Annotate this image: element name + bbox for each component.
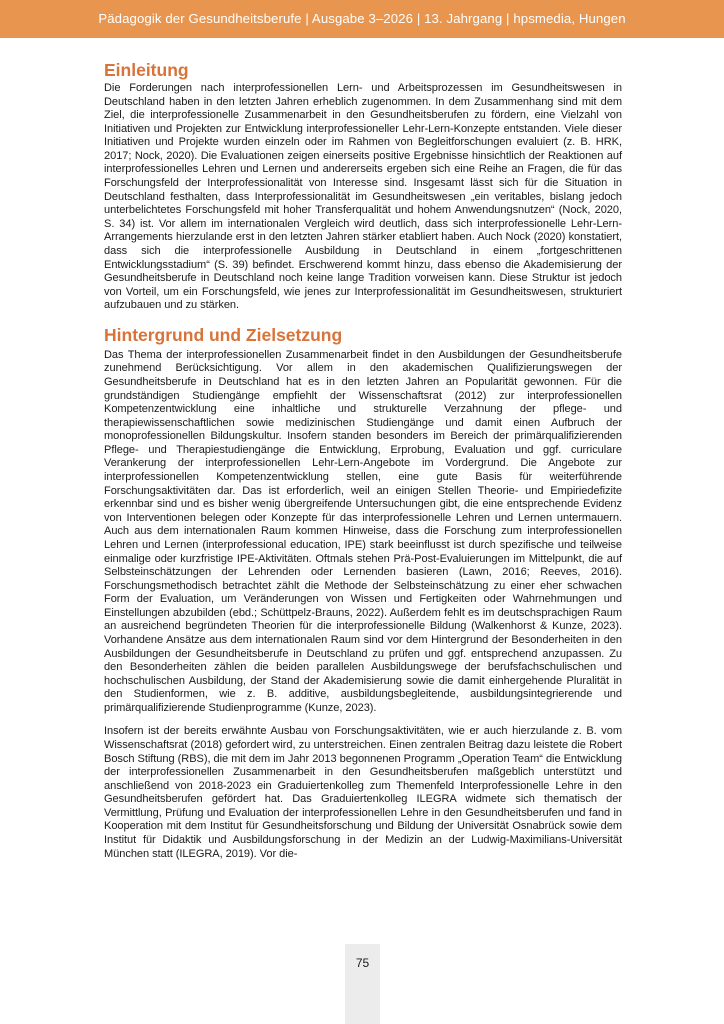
- article-body: [104, 58, 622, 861]
- paragraph: Die Forderungen nach interprofessionellen Lern- und Arbeitsprozessen im Gesundheitswesen in Deutschland haben in den letzten Jahren erheblich zugenommen. In dem Zusammenhang sind mit dem Ziel, die interprofessionelle Zusammenarbeit in den Gesundheitsberufen zu fördern, eine Vielzahl von Initiativen und Projekten zur Entwicklung interprofessioneller Lehr-Lern-Konzepte entstanden. Viele dieser Initiativen und Projekte wurden einzeln oder im Rahmen von Begleitforschungen evaluiert (z. B. HRK, 2017; Nock, 2020). Die Evaluationen zeigen einerseits positive Ergebnisse hinsichtlich der Reaktionen auf interprofessionelles Lehren und Lernen und andererseits ergeben sich eine Reihe an Fragen, die für das Forschungsfeld der Interprofessionalität von Interesse sind. Insgesamt lässt sich für die Situation in Deutschland festhalten, dass Interprofessionalität im Gesundheitswesen „ein veritables, bislang jedoch unterbelichtetes Forschungsfeld mit hoher Transferqualität und hohem Anwendungsnutzen“ (Nock, 2020, S. 34) ist. Vor allem im internationalen Vergleich wird deutlich, dass sich interprofessionelle Lehr-Lern-Arrangements hierzulande erst in den letzten Jahren stärker etabliert haben. Auch Nock (2020) konstatiert, dass sich die interprofessionelle Ausbildung in Deutschland in einem „fortgeschrittenen Entwicklungsstadium“ (S. 39) befindet. Erschwerend kommt hinzu, dass ebenso die Akademisierung der Gesundheitsberufe in Deutschland noch keine lange Tradition vorweisen kann. Diese Struktur ist jedoch von Vorteil, um ein Forschungsfeld, wie jenes zur Interprofessionalität im Gesundheitswesen, strukturiert aufzubauen und zu stärken.: [104, 82, 622, 312]
- page-number: 75: [355, 956, 370, 970]
- running-header: [0, 0, 724, 38]
- section-heading-hintergrund: Hintergrund und Zielsetzung: [104, 324, 343, 345]
- running-header-text: Pädagogik der Gesundheitsberufe | Ausgabe 3–2026 | 13. Jahrgang | hpsmedia, Hungen: [98, 11, 626, 26]
- section-heading-einleitung: Einleitung: [104, 60, 189, 80]
- paragraph: Das Thema der interprofessionellen Zusammenarbeit findet in den Ausbildungen der Gesundheitsberufe zunehmend Berücksichtigung. Vor allem in den akademischen Qualifizierungswegen der Gesundheitsberufe in Deutschland hat es in den letzten Jahren an Popularität gewonnen. Für die grundständigen Studiengänge empfiehlt der Wissenschaftsrat (2012) zur interprofessionellen Kompetenzentwicklung eine inhaltliche und strukturelle Verzahnung der pflege- und therapiewissenschaftlichen sowie medizinischen Studiengänge und damit einen Aufbruch der monoprofessionellen Bildungskultur. Insofern standen besonders im Bereich der primärqualifizierenden Pflege- und Therapiestudiengänge die Entwicklung, Erprobung, Evaluation und ggf. curriculare Verankerung der interprofessionellen Lehr-Lern-Angebote im Vordergrund. Die Angebote zur interprofessionellen Kompetenzentwicklung stellen, eine gute Basis für weiterführende Forschungsaktivitäten dar. Das ist erforderlich, weil an einigen Stellen Theorie- und Empiriedefizite erkennbar sind und es bisher wenig übergreifende Untersuchungen gibt, die eine entsprechende Evidenz von Interventionen belegen oder Konzepte für das interprofessionelle Lehren und Lernen untermauern. Auch aus dem internationalen Raum kommen Hinweise, dass die Forschung zum interprofessionellen Lehren und Lernen (interprofessional education, IPE) stark beeinflusst ist durch spezifische und teilweise einmalige oder kurzfristige IPE-Aktivitäten. Oftmals stehen Prä-Post-Evaluierungen im Mittelpunkt, die auf Selbsteinschätzungen der Lehrenden oder Lernenden basieren (Lawn, 2016; Reeves, 2016). Forschungsmethodisch betrachtet zählt die Methode der Selbsteinschätzung zu einer eher schwachen Form der Evaluation, um Veränderungen von Wissen und Fertigkeiten oder Wahrnehmungen und Einstellungen abzubilden (ebd.; Schüttpelz-Brauns, 2022). Außerdem fehlt es im deutschsprachigen Raum an ausreichend begründeten Theorien für die interprofessionelle Bildung (Walkenhorst & Kunze, 2023). Vorhandene Ansätze aus dem internationalen Raum sind vor dem Hintergrund der Besonderheiten in den Ausbildungen der Gesundheitsberufe in Deutschland zu prüfen und ggf. entsprechend anzupassen. Zu den Besonderheiten zählen die beiden parallelen Ausbildungswege der berufsfachschulischen und hochschulischen Ausbildung, der Stand der Akademisierung sowie die damit einhergehende Pluralität in den Studienformen, wie z. B. additive, ausbildungsbegleitende, ausbildungsintegrierende und primärqualifizierende Studienprogramme (Kunze, 2023).: [104, 348, 622, 714]
- paragraph: Insofern ist der bereits erwähnte Ausbau von Forschungsaktivitäten, wie er auch hierzulande z. B. vom Wissenschaftsrat (2018) gefordert wird, zu unterstreichen. Einen zentralen Beitrag dazu leistete die Robert Bosch Stiftung (RBS), die mit dem im Jahr 2013 begonnenen Programm „Operation Team“ die Entwicklung der interprofessionellen Zusammenarbeit in den Gesundheitsberufen maßgeblich unterstützt und anschließend von 2018-2023 ein Graduiertenkolleg zum Themenfeld Interprofessionelle Lehre in den Gesundheitsberufen gefördert hat. Das Graduiertenkolleg ILEGRA widmete sich thematisch der Vermittlung, Prüfung und Evaluation der interprofessionellen Lehre in den Gesundheitsberufen und fand in Kooperation mit dem Institut für Gesundheitsforschung und Bildung der Universität Osnabrück sowie dem Institut für Didaktik und Ausbildungsforschung in der Medizin an der Ludwig-Maximilians-Universität München statt (ILEGRA, 2019). Vor die-: [104, 725, 622, 860]
